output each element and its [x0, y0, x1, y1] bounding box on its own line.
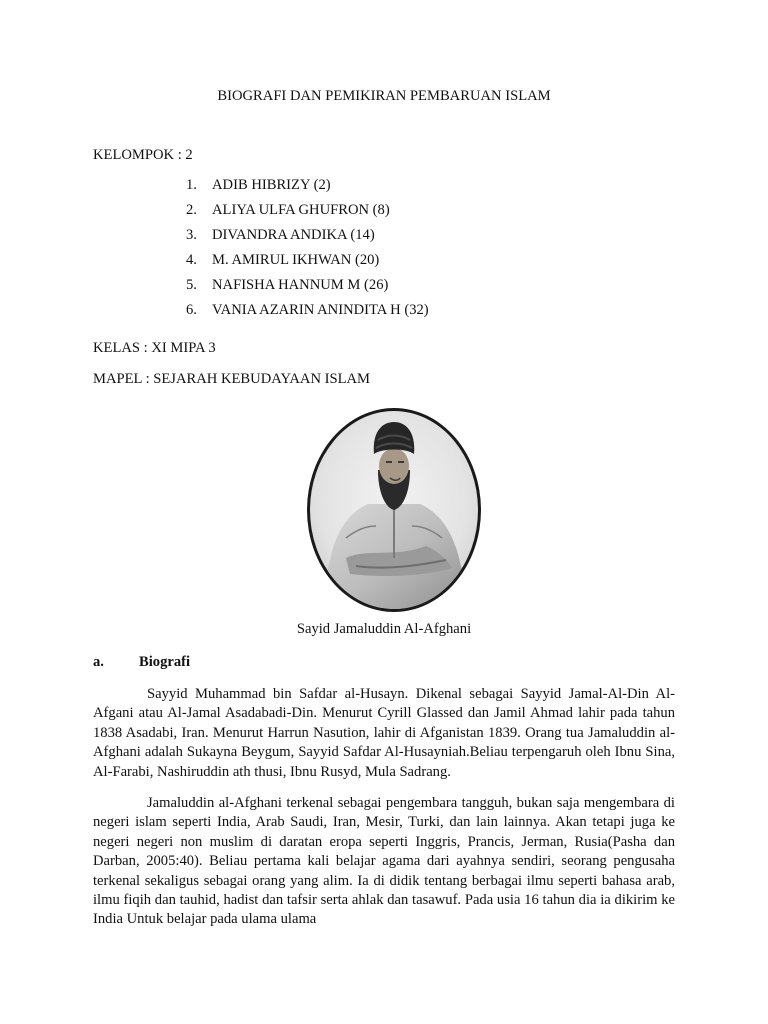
section-title: Biografi: [139, 654, 191, 670]
member-name: ALIYA ULFA GHUFRON (8): [212, 202, 390, 218]
list-item: [186, 252, 379, 269]
list-item: [186, 177, 331, 194]
section-letter: a.: [93, 654, 104, 670]
list-number: 4.: [186, 252, 197, 268]
class-label: KELAS : XI MIPA 3: [93, 340, 216, 356]
portrait-photo: [306, 408, 482, 612]
list-number: 5.: [186, 277, 197, 293]
list-number: 1.: [186, 177, 197, 193]
list-number: 3.: [186, 227, 197, 243]
portrait-caption: Sayid Jamaluddin Al-Afghani: [296, 621, 472, 637]
list-item: [186, 277, 388, 294]
subject-label: MAPEL : SEJARAH KEBUDAYAAN ISLAM: [93, 371, 371, 387]
list-item: [186, 202, 390, 219]
list-item: [186, 302, 429, 319]
paragraph-text: Sayyid Muhammad bin Safdar al-Husayn. Dikenal sebagai Sayyid Jamal-Al-Din Al-Afgani atau Al-Jamal Asadabadi-Din. Menurut Cyrill Glassed dan Jamil Ahmad lahir pada tahun 1838 Asadabi, Iran. Menurut Harrun Nasution, lahir di Afganistan 1839. Orang tua Jamaluddin al-Afghani adalah Sukayna Beygum, Sayyid Safdar Al-Husayniah.Beliau terpengaruh oleh Ibnu Sina, Al-Farabi, Nashiruddin ath thusi, Ibnu Rusyd, Mula Sadrang.: [93, 686, 675, 780]
list-item: [186, 227, 375, 244]
member-name: DIVANDRA ANDIKA (14): [212, 227, 375, 243]
member-name: NAFISHA HANNUM M (26): [212, 277, 389, 293]
document-title: BIOGRAFI DAN PEMIKIRAN PEMBARUAN ISLAM: [217, 88, 551, 104]
list-number: 6.: [186, 302, 197, 318]
group-label: KELOMPOK : 2: [93, 147, 193, 163]
paragraph: [93, 685, 675, 782]
portrait-image: [306, 408, 482, 612]
member-name: M. AMIRUL IKHWAN (20): [212, 252, 380, 268]
member-name: VANIA AZARIN ANINDITA H (32): [212, 302, 429, 318]
member-name: ADIB HIBRIZY (2): [212, 177, 331, 193]
section-heading: [93, 654, 190, 671]
list-number: 2.: [186, 202, 197, 218]
paragraph: [93, 794, 675, 930]
paragraph-text: Jamaluddin al-Afghani terkenal sebagai pengembara tangguh, bukan saja mengembara di negeri islam seperti India, Arab Saudi, Iran, Mesir, Turki, dan lain lainnya. Akan tetapi juga ke negeri negeri non muslim di daratan eropa seperti Inggris, Prancis, Jerman, Rusia(Pasha dan Darban, 2005:40). Beliau pertama kali belajar agama dari ayahnya sendiri, seorang pengusaha terkenal sekaligus sebagai orang yang alim. Ia di didik tentang berbagai ilmu seperti bahasa arab, ilmu fiqih dan tauhid, hadist dan tafsir serta ahlak dan tasawuf. Pada usia 16 tahun dia ia dikirim ke India Untuk belajar pada ulama ulama: [93, 795, 675, 928]
